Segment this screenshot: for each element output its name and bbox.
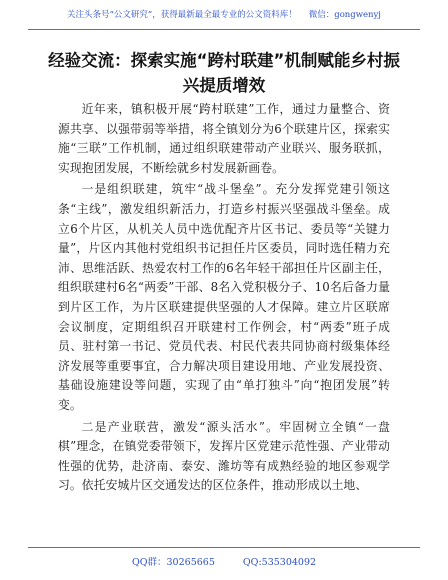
- header-wechat: 微信：gongwenyj: [308, 10, 381, 20]
- footer-qq: QQ:535304092: [242, 557, 317, 568]
- paragraph-organization: 一是组织联建，筑牢“战斗堡垒”。充分发挥党建引领这条“主线”，激发组织新活力，打造乡村振兴坚强战斗堡垒。成立6个片区，从机关人员中选优配齐片区书记、委员等“关键力量”，片区内其他村党组织书记担任片区委员，同时选任精力充沛、思维活跃、热爱农村工作的6名年轻干部担任片区副主任，组织联建村6名“两委”干部、8名入党积极分子、10名后备力量到片区工作，为片区联建提供坚强的人才保障。建立片区联席会议制度，定期组织召开联建村工作例会，村“两委”班子成员、驻村第一书记、党员代表、村民代表共同协商村级集体经济发展等重要事宜，合力解决项目建设用地、产业发展投资、基础设施建设等问题，实现了由“单打独斗”向“抱团发展”转变。: [58, 182, 390, 412]
- paragraph-industry: 二是产业联营，激发“源头活水”。牢固树立全镇“一盘棋”理念，在镇党委带领下，发挥片区党建示范性强、产业带动性强的优势，赴济南、泰安、潍坊等有成熟经验的地区参观学习。依托安城片区交通发达的区位条件，推动形成以土地、: [58, 419, 390, 493]
- header-divider: [28, 29, 420, 30]
- document-body: [58, 100, 390, 498]
- document-title: 经验交流：探索实施“跨村联建”机制赋能乡村振兴提质增效: [48, 51, 400, 95]
- page-header: [0, 8, 448, 20]
- footer-divider: [28, 547, 420, 548]
- paragraph-intro: 近年来，镇积极开展“跨村联建”工作，通过力量整合、资源共享、以强带弱等举措，将全镇划分为6个联建片区，探索实施“三联”工作机制，通过组织联建带动产业联兴、服务联抓，实现抱团发展，不断绘就乡村发展新画卷。: [58, 102, 390, 175]
- header-notice: 关注头条号“公文研究”，获得最新最全最专业的公文资料库！: [67, 10, 297, 20]
- footer-qq-group: QQ群：30265665: [131, 557, 215, 568]
- page-footer: [0, 554, 448, 568]
